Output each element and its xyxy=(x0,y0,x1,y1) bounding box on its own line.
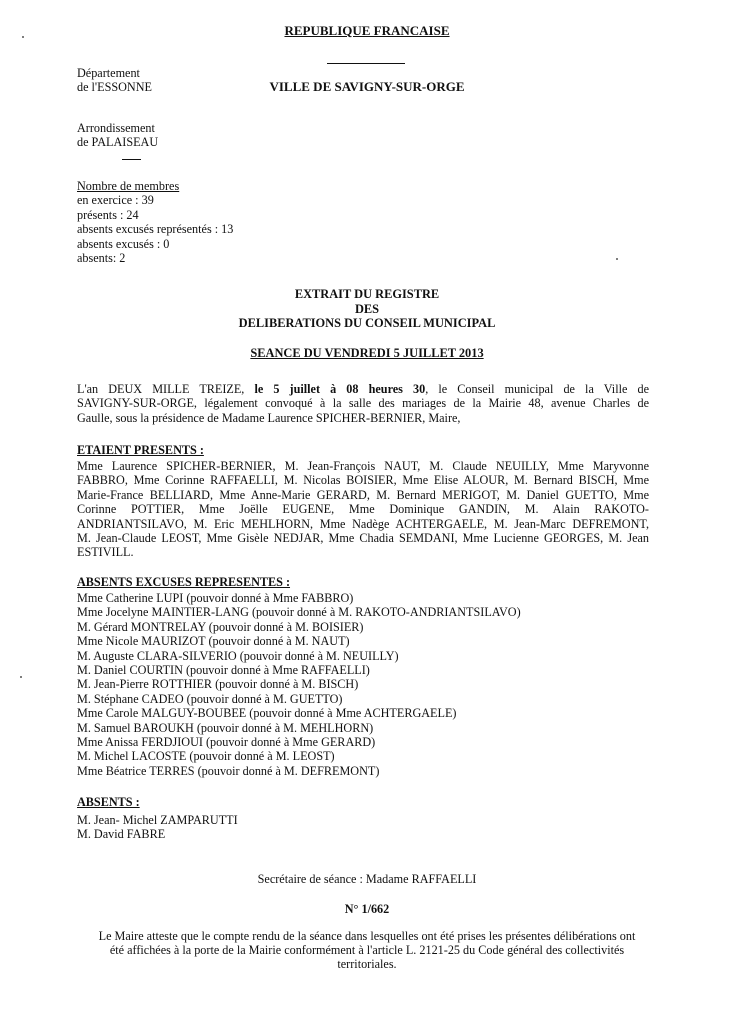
excuse-item: M. Auguste CLARA-SILVERIO (pouvoir donné à M. NEUILLY) xyxy=(77,648,399,663)
intro-line-2: SAVIGNY-SUR-ORGE, légalement convoqué à la salle des mariages de la Mairie 48, avenue Charles de xyxy=(77,396,649,411)
extrait-line-1: EXTRAIT DU REGISTRE xyxy=(294,287,440,301)
excuse-item: M. Michel LACOSTE (pouvoir donné à M. LEOST) xyxy=(77,749,335,764)
deliberation-number: N° 1/662 xyxy=(344,902,390,916)
arrondissement-value: de PALAISEAU xyxy=(77,135,159,150)
scan-speck xyxy=(616,258,618,260)
membres-absents-excuses-representes: absents excusés représentés : 13 xyxy=(77,222,234,237)
absent-item: M. Jean- Michel ZAMPARUTTI xyxy=(77,813,238,827)
excuses-title: ABSENTS EXCUSES REPRESENTES : xyxy=(77,575,291,589)
presents-paragraph xyxy=(77,459,649,560)
absents-list xyxy=(77,813,238,842)
presents-line: ESTIVILL. xyxy=(77,545,134,560)
departement-value: de l'ESSONNE xyxy=(77,80,152,95)
membres-en-exercice: en exercice : 39 xyxy=(77,193,154,208)
excuse-item: M. Gérard MONTRELAY (pouvoir donné à M. BOISIER) xyxy=(77,619,364,634)
presents-line: Corinne POTTIER, Mme Joëlle EUGENE, Mme Dominique GANDIN, M. Alain RAKOTO- xyxy=(77,502,649,517)
intro-date-time: le 5 juillet à 08 heures 30 xyxy=(254,382,426,396)
intro-text-a: L'an DEUX MILLE TREIZE, xyxy=(77,382,255,396)
presents-line: ANDRIANTSILAVO, M. Eric MEHLHORN, Mme Nadège ACHTERGAELE, M. Jean-Marc DEFREMONT, xyxy=(77,516,649,531)
excuse-item: M. Samuel BAROUKH (pouvoir donné à M. MEHLHORN) xyxy=(77,720,374,735)
excuse-item: Mme Carole MALGUY-BOUBEE (pouvoir donné à Mme ACHTERGAELE) xyxy=(77,706,457,721)
excuse-item: Mme Anissa FERDJIOUI (pouvoir donné à Mme GERARD) xyxy=(77,735,376,750)
attestation-line: territoriales. xyxy=(337,956,397,971)
membres-block xyxy=(77,179,233,265)
departement-label: Département xyxy=(77,66,140,80)
arrondissement-block xyxy=(77,121,158,150)
intro-text-c: , le Conseil municipal de la Ville de xyxy=(425,382,649,396)
absents-title: ABSENTS : xyxy=(77,795,140,809)
ville-heading: VILLE DE SAVIGNY-SUR-ORGE xyxy=(269,79,465,94)
extrait-line-3: DELIBERATIONS DU CONSEIL MUNICIPAL xyxy=(238,316,496,331)
presents-line: M. Jean-Claude LEOST, Mme Gisèle NEDJAR, Mme Chadia SEMDANI, Mme Lucienne GEORGES, M. Jean xyxy=(77,531,649,546)
scan-speck xyxy=(20,676,22,678)
attestation-line: été affichées à la porte de la Mairie conformément à l'article L. 2121-25 du Code général des collectivités xyxy=(109,942,625,957)
presents-line: FABBRO, Mme Corinne RAFFAELLI, M. Nicolas BOISIER, Mme Elise ALOUR, M. Bernard BISCH, Mme xyxy=(77,473,649,488)
excuse-item: Mme Béatrice TERRES (pouvoir donné à M. DEFREMONT) xyxy=(77,763,380,778)
attestation-line: Le Maire atteste que le compte rendu de la séance dans lesquelles ont été prises les présentes délibérations ont xyxy=(98,929,636,943)
presents-title: ETAIENT PRESENTS : xyxy=(77,443,204,457)
absent-item: M. David FABRE xyxy=(77,827,166,842)
seance-heading: SEANCE DU VENDREDI 5 JUILLET 2013 xyxy=(250,346,484,360)
arrondissement-label: Arrondissement xyxy=(77,121,155,135)
scan-speck xyxy=(22,36,24,38)
intro-paragraph xyxy=(77,382,649,425)
excuse-item: Mme Nicole MAURIZOT (pouvoir donné à M. NAUT) xyxy=(77,634,350,649)
presents-line: Marie-France BELLIARD, Mme Anne-Marie GERARD, M. Bernard MERIGOT, M. Daniel GUETTO, Mme xyxy=(77,487,649,502)
membres-presents: présents : 24 xyxy=(77,207,139,222)
excuse-item: Mme Catherine LUPI (pouvoir donné à Mme FABBRO) xyxy=(77,591,354,605)
excuses-list xyxy=(77,591,521,778)
intro-line-3: Gaulle, sous la présidence de Madame Laurence SPICHER-BERNIER, Maire, xyxy=(77,410,461,425)
excuse-item: M. Daniel COURTIN (pouvoir donné à Mme RAFFAELLI) xyxy=(77,663,370,678)
membres-title: Nombre de membres xyxy=(77,179,180,193)
extrait-line-2: DES xyxy=(354,301,380,316)
excuse-item: Mme Jocelyne MAINTIER-LANG (pouvoir donné à M. RAKOTO-ANDRIANTSILAVO) xyxy=(77,605,521,620)
arrondissement-divider xyxy=(122,159,141,160)
header-divider xyxy=(327,63,405,64)
republique-francaise-heading: REPUBLIQUE FRANCAISE xyxy=(284,23,450,38)
membres-absents-excuses: absents excusés : 0 xyxy=(77,236,170,251)
excuse-item: M. Stéphane CADEO (pouvoir donné à M. GUETTO) xyxy=(77,691,343,706)
membres-absents: absents: 2 xyxy=(77,251,126,266)
extrait-title xyxy=(0,287,734,331)
secretaire-de-seance: Secrétaire de séance : Madame RAFFAELLI xyxy=(257,872,477,886)
attestation-paragraph xyxy=(60,930,674,971)
intro-line-1 xyxy=(77,382,649,396)
presents-line: Mme Laurence SPICHER-BERNIER, M. Jean-François NAUT, M. Claude NEUILLY, Mme Maryvonne xyxy=(77,459,649,473)
excuse-item: M. Jean-Pierre ROTTHIER (pouvoir donné à M. BISCH) xyxy=(77,677,359,692)
